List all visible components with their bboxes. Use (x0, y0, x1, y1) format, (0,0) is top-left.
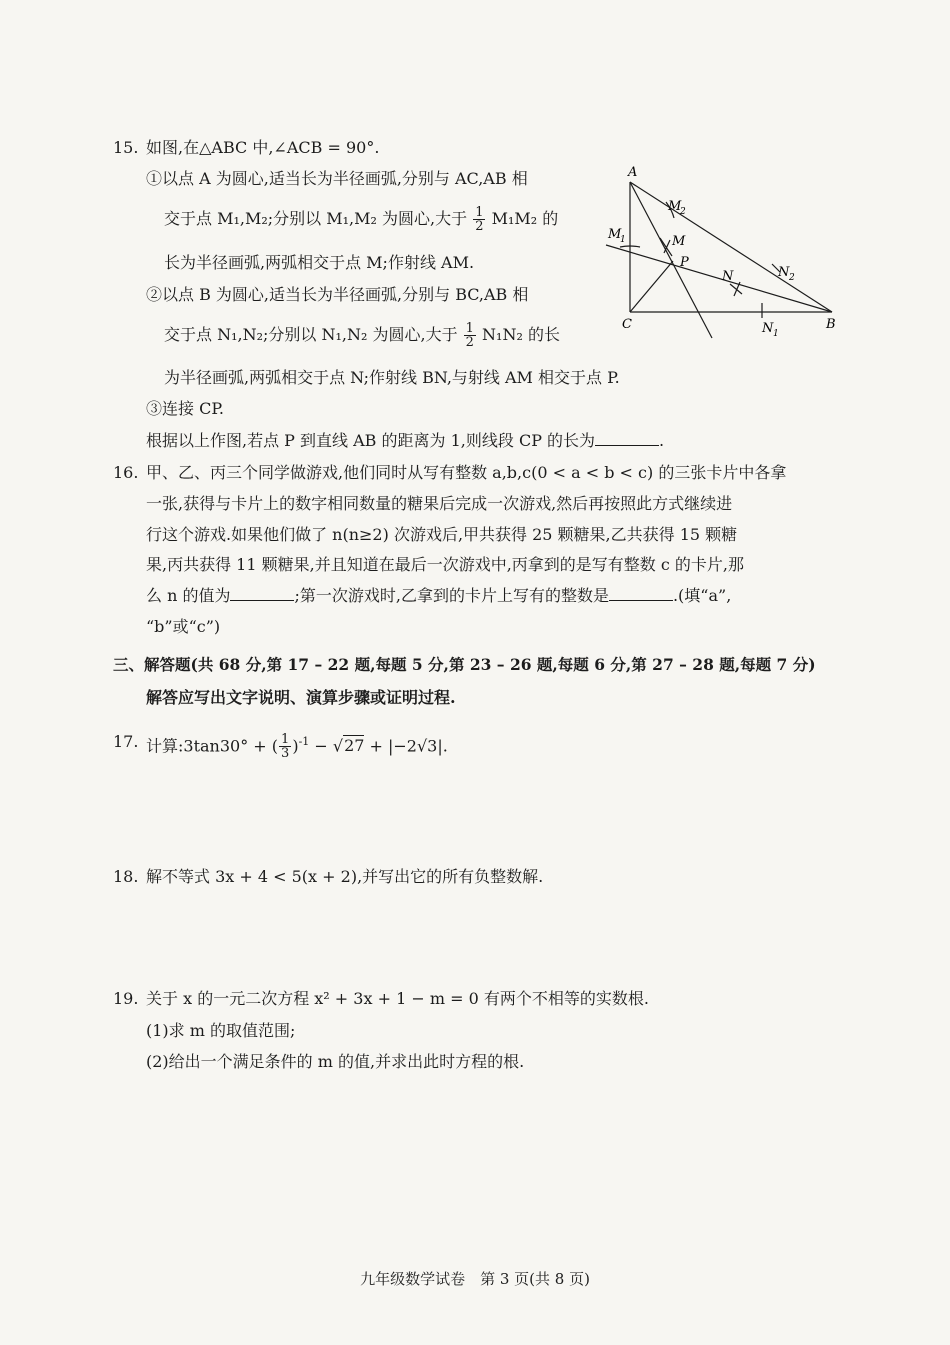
q15-step1-line2-a: 交于点 M₁,M₂;分别以 M₁,M₂ 为圆心,大于 (164, 209, 468, 228)
q16-line5 (146, 584, 731, 608)
q15-step3: ③连接 CP. (146, 399, 224, 418)
q15-step2-line3: 为半径画弧,两弧相交于点 N;作射线 BN,与射线 AM 相交于点 P. (164, 368, 620, 387)
label-m1: M (608, 227, 622, 242)
q17-expr-d: + |−2√3|. (364, 736, 448, 756)
q15-half-fraction-1: $\frac{1}{2}$ (475, 205, 484, 234)
q16-answer-blank-2 (609, 584, 673, 601)
q15-question-end: . (659, 431, 665, 450)
q17-fraction: $\frac{1}{3}$ (281, 732, 290, 762)
q15-answer-blank (595, 429, 659, 446)
q15-question (146, 429, 664, 453)
q16-line2: 一张,获得与卡片上的数字相同数量的糖果后完成一次游戏,然后再按照此方式继续进 (146, 494, 733, 513)
q17-expr-b: ) (292, 736, 299, 756)
q15-step1-line3: 长为半径画弧,两弧相交于点 M;作射线 AM. (164, 253, 475, 272)
q15-step2-line2-a: 交于点 N₁,N₂;分别以 N₁,N₂ 为圆心,大于 (164, 325, 458, 344)
section3-instruction: 解答应写出文字说明、演算步骤或证明过程. (146, 688, 456, 707)
q17-expr-a: 计算:3tan30° + ( (146, 736, 279, 756)
q16-line4: 果,丙共获得 11 颗糖果,并且知道在最后一次游戏中,丙拿到的是写有整数 c 的卡片,那 (146, 555, 745, 574)
q17-number: 17. (113, 732, 139, 751)
q16-line1: 甲、乙、丙三个同学做游戏,他们同时从写有整数 a,b,c(0 < a < b < c) 的三张卡片中各拿 (146, 463, 787, 482)
q15-step2-line1: ②以点 B 为圆心,适当长为半径画弧,分别与 BC,AB 相 (146, 285, 529, 304)
label-n: N (722, 269, 734, 284)
q19-number: 19. (113, 989, 139, 1008)
q15-step1-line2 (164, 206, 558, 233)
q15-step2-line2 (164, 322, 560, 349)
q16-answer-blank-1 (230, 584, 294, 601)
q17-radicand: 27 (344, 736, 365, 756)
q15-half-fraction-2: $\frac{1}{2}$ (465, 321, 474, 350)
label-n1: N (762, 321, 774, 336)
label-p: P (680, 255, 689, 270)
q18-text: 解不等式 3x + 4 < 5(x + 2),并写出它的所有负整数解. (146, 867, 544, 886)
label-n2: N (778, 265, 790, 280)
q15-step1-line2-b: M₁M₂ 的 (491, 209, 559, 228)
q16-line6: “b”或“c”) (146, 617, 221, 636)
q15-stem: 如图,在△ABC 中,∠ACB = 90°. (146, 138, 380, 157)
label-a: A (628, 165, 638, 180)
label-c: C (622, 317, 632, 332)
ray-bn (606, 245, 832, 312)
q16-line5-c: .(填“a”, (672, 586, 732, 605)
q19-part2: (2)给出一个满足条件的 m 的值,并求出此时方程的根. (146, 1052, 525, 1071)
q15-step1-line1: ①以点 A 为圆心,适当长为半径画弧,分别与 AC,AB 相 (146, 169, 528, 188)
q16-line5-b: ;第一次游戏时,乙拿到的卡片上写有的整数是 (294, 586, 609, 605)
arc-m-cross (660, 238, 672, 256)
label-n2-sub: 2 (789, 273, 795, 283)
q15-step2-line2-b: N₁N₂ 的长 (482, 325, 560, 344)
q19-part1: (1)求 m 的取值范围; (146, 1021, 296, 1040)
q16-line3: 行这个游戏.如果他们做了 n(n≥2) 次游戏后,甲共获得 25 颗糖果,乙共获得 15 颗糖 (146, 525, 738, 544)
label-m2: M (668, 199, 682, 214)
label-m2-sub: 2 (680, 207, 686, 217)
label-m: M (672, 234, 686, 249)
q15-triangle-figure (600, 160, 850, 345)
segment-cp (630, 261, 673, 312)
q17-expression (146, 730, 448, 760)
q19-line1: 关于 x 的一元二次方程 x² + 3x + 1 − m = 0 有两个不相等的实数根. (146, 989, 649, 1008)
section3-title: 三、解答题(共 68 分,第 17 – 22 题,每题 5 分,第 23 – 26 题,每题 6 分,第 27 – 28 题,每题 7 分) (113, 655, 816, 674)
q16-line5-a: 么 n 的值为 (146, 586, 231, 605)
q15-number: 15. (113, 138, 139, 157)
label-b: B (826, 317, 836, 332)
page-footer: 九年级数学试卷 第 3 页(共 8 页) (360, 1270, 590, 1288)
q18-number: 18. (113, 867, 139, 886)
q16-number: 16. (113, 463, 139, 482)
q17-expr-c: − √ (309, 736, 344, 756)
label-n1-sub: 1 (773, 329, 779, 339)
q15-question-text: 根据以上作图,若点 P 到直线 AB 的距离为 1,则线段 CP 的长为 (146, 431, 596, 450)
q17-exponent: -1 (298, 735, 310, 748)
label-m1-sub: 1 (620, 235, 626, 245)
side-ab (630, 182, 832, 312)
